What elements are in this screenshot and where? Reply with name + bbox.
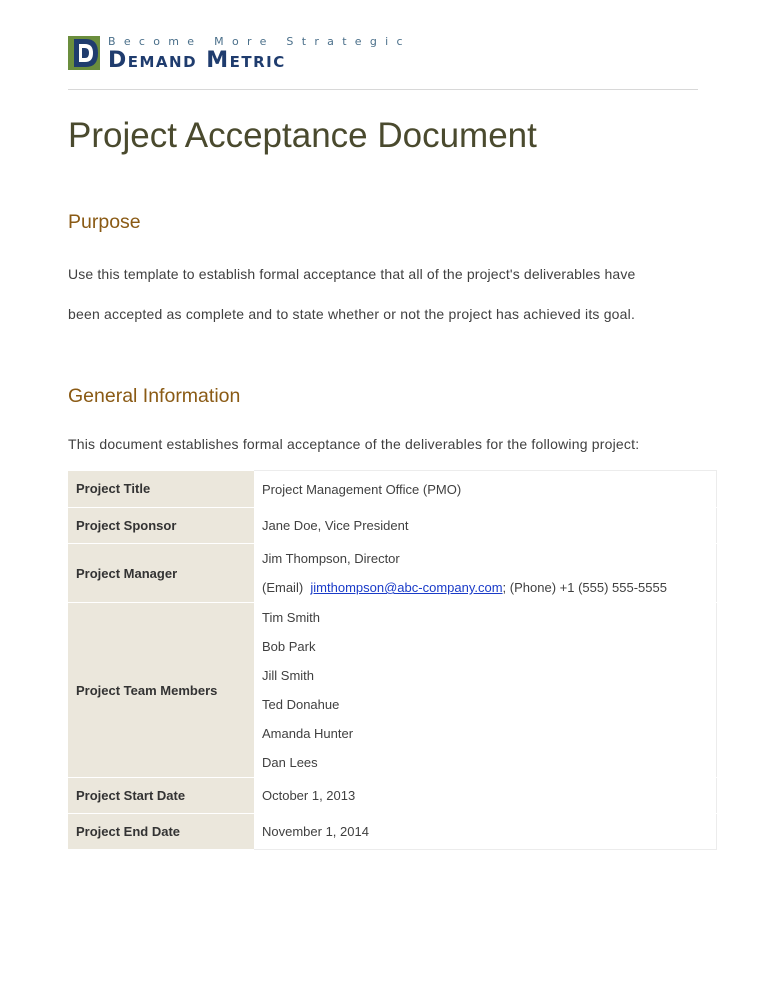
team-member: Tim Smith <box>262 610 321 625</box>
email-link[interactable]: jimthompson@abc-company.com <box>310 580 503 595</box>
purpose-text-line-1: Use this template to establish formal acceptance that all of the project's deliverables have <box>68 266 636 282</box>
header-divider <box>68 89 698 90</box>
start-date-value: October 1, 2013 <box>254 778 717 814</box>
project-sponsor-label: Project Sponsor <box>68 508 254 544</box>
brand-name: Demand Metric <box>108 48 286 73</box>
general-information-heading: General Information <box>68 385 241 407</box>
project-title-label: Project Title <box>68 471 254 508</box>
team-members-value <box>254 603 717 778</box>
project-manager-name: Jim Thompson, Director <box>262 551 400 566</box>
start-date-label: Project Start Date <box>68 778 254 814</box>
project-manager-label: Project Manager <box>68 544 254 603</box>
page-header <box>68 34 698 90</box>
brand-tagline: Become More Strategic <box>108 35 411 48</box>
demand-metric-logo-icon <box>68 36 100 70</box>
project-sponsor-value: Jane Doe, Vice President <box>254 508 717 544</box>
email-prefix: (Email) <box>262 580 304 595</box>
purpose-text-line-2: been accepted as complete and to state whether or not the project has achieved its goal. <box>68 306 636 322</box>
general-information-intro: This document establishes formal acceptance of the deliverables for the following project: <box>68 436 640 452</box>
team-members-label: Project Team Members <box>68 603 254 778</box>
table-row <box>68 471 717 508</box>
table-row <box>68 508 717 544</box>
team-member: Amanda Hunter <box>262 726 354 741</box>
team-member: Ted Donahue <box>262 697 340 712</box>
team-member: Jill Smith <box>262 668 315 683</box>
project-title-value: Project Management Office (PMO) <box>254 471 717 508</box>
project-info-table <box>68 470 717 850</box>
phone-text: ; (Phone) +1 (555) 555-5555 <box>502 580 667 595</box>
team-member: Bob Park <box>262 639 316 654</box>
project-manager-value <box>254 544 717 603</box>
purpose-heading: Purpose <box>68 211 141 233</box>
document-title: Project Acceptance Document <box>68 116 537 155</box>
table-row <box>68 544 717 603</box>
end-date-label: Project End Date <box>68 814 254 850</box>
table-row <box>68 778 717 814</box>
end-date-value: November 1, 2014 <box>254 814 717 850</box>
table-row <box>68 603 717 778</box>
table-row <box>68 814 717 850</box>
project-manager-contact <box>262 573 716 602</box>
team-member: Dan Lees <box>262 755 318 770</box>
